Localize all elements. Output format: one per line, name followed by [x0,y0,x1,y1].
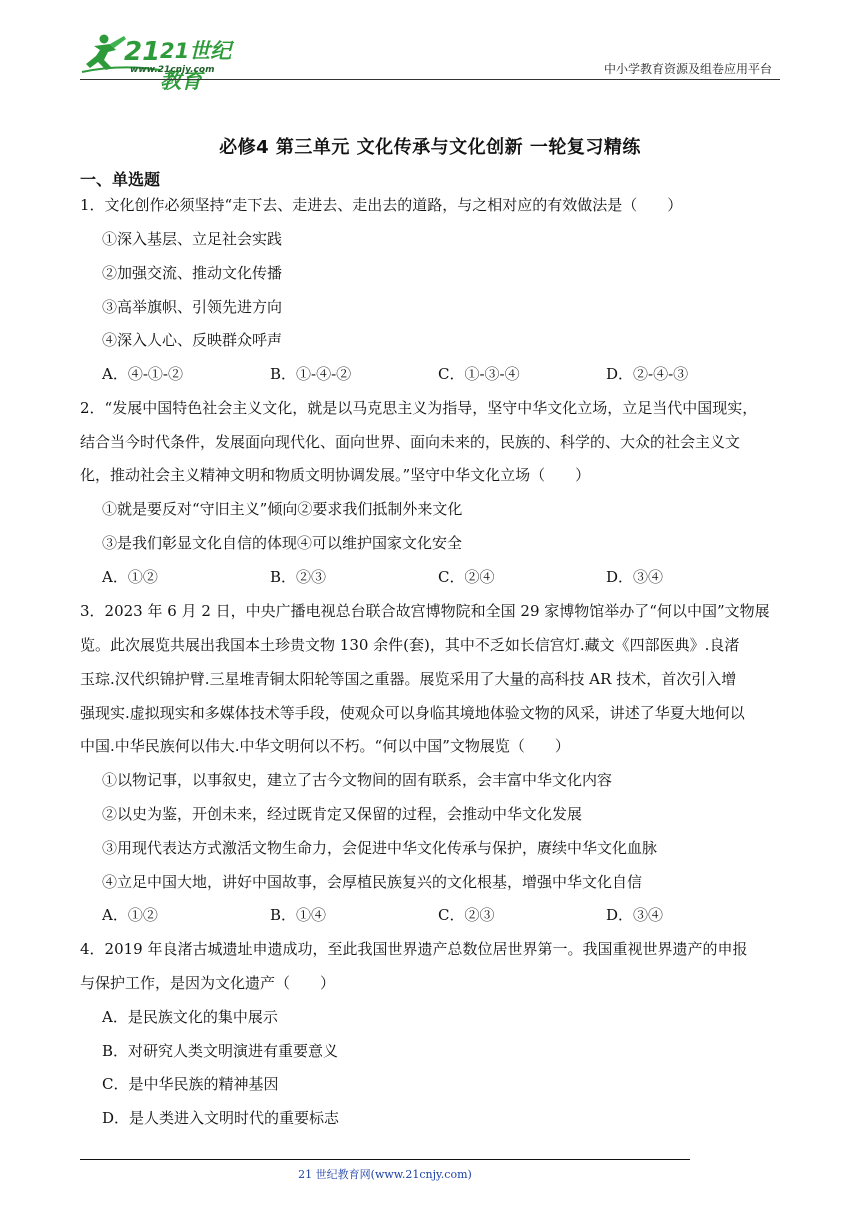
statement-item: ①以物记事，以事叙史，建立了古今文物间的固有联系，会丰富中华文化内容 [102,771,613,789]
logo-text: 21世纪教育 [160,39,232,93]
question-stem: 1．文化创作必须坚持“走下去、走进去、走出去的道路，与之相对应的有效做法是（ ） [80,196,683,214]
question-stem-line: 3．2023 年 6 月 2 日，中央广播电视总台联合故宫博物院和全国 29 家博物馆举办了“何以中国”文物展 [80,602,770,620]
option-c[interactable]: C．②④ [438,568,495,586]
statement-item: ②加强交流、推动文化传播 [102,264,283,282]
statement-item: ③是我们彰显文化自信的体现④可以维护国家文化安全 [102,534,463,552]
option-c[interactable]: C．①-③-④ [438,365,520,383]
question-stem-line: 2．“发展中国特色社会主义文化，就是以马克思主义为指导，坚守中华文化立场，立足当代中国现实， [80,399,758,417]
option-a[interactable]: A．是民族文化的集中展示 [102,1008,278,1026]
option-b[interactable]: B．①-④-② [270,365,352,383]
option-c[interactable]: C．是中华民族的精神基因 [102,1075,279,1093]
statement-item: ①深入基层、立足社会实践 [102,230,283,248]
question-stem-line: 中国.中华民族何以伟大.中华文明何以不朽。“何以中国”文物展览（ ） [80,737,570,755]
statement-item: ②以史为鉴，开创未来，经过既肯定又保留的过程，会推动中华文化发展 [102,805,583,823]
footer-link[interactable]: 21 世纪教育网(www.21cnjy.com) [298,1168,472,1181]
question-stem-line: 玉琮.汉代织锦护臂.三星堆青铜太阳轮等国之重器。展览采用了大量的高科技 AR 技术，首次引入增 [80,670,737,688]
option-b[interactable]: B．②③ [270,568,327,586]
option-a[interactable]: A．①② [102,568,158,586]
statement-item: ③用现代表达方式激活文物生命力，会促进中华文化传承与保护，赓续中华文化血脉 [102,839,658,857]
page-header [80,30,780,93]
question-stem-line: 览。此次展览共展出我国本土珍贵文物 130 余件(套)，其中不乏如长信宫灯.藏文《四部医典》.良渚 [80,636,740,654]
page-title: 必修4 第三单元 文化传承与文化创新 一轮复习精练 [219,137,641,158]
question-stem-line: 强现实.虚拟现实和多媒体技术等手段，使观众可以身临其境地体验文物的风采，讲述了华夏大地何以 [80,704,745,722]
option-b[interactable]: B．对研究人类文明演进有重要意义 [102,1042,339,1060]
section-heading: 一、单选题 [80,170,161,189]
option-a[interactable]: A．①② [102,906,158,924]
statement-item: ③高举旗帜、引领先进方向 [102,298,283,316]
site-logo[interactable] [80,30,250,93]
option-d[interactable]: D．③④ [606,906,664,924]
statement-item: ④立足中国大地，讲好中国故事，会厚植民族复兴的文化根基，增强中华文化自信 [102,873,643,891]
footer-divider [80,1159,690,1160]
header-divider [80,79,780,80]
question-stem-line: 化，推动社会主义精神文明和物质文明协调发展。”坚守中华文化立场（ ） [80,466,591,484]
platform-tagline: 中小学教育资源及组卷应用平台 [603,62,772,76]
option-d[interactable]: D．是人类进入文明时代的重要标志 [102,1109,340,1127]
question-stem-line: 与保护工作，是因为文化遗产（ ） [80,974,336,992]
logo-url: www.21cnjy.com [130,65,215,75]
question-stem-line: 结合当今时代条件，发展面向现代化、面向世界、面向未来的，民族的、科学的、大众的社会主义文 [80,433,741,451]
question-stem-line: 4．2019 年良渚古城遗址申遗成功，至此我国世界遗产总数位居世界第一。我国重视世界遗产的申报 [80,940,748,958]
option-d[interactable]: D．③④ [606,568,664,586]
option-c[interactable]: C．②③ [438,906,495,924]
option-a[interactable]: A．④-①-② [102,365,183,383]
statement-item: ④深入人心、反映群众呼声 [102,331,283,349]
svg-text:21: 21 [124,37,161,67]
option-d[interactable]: D．②-④-③ [606,365,689,383]
option-b[interactable]: B．①④ [270,906,327,924]
statement-item: ①就是要反对“守旧主义”倾向②要求我们抵制外来文化 [102,500,463,518]
